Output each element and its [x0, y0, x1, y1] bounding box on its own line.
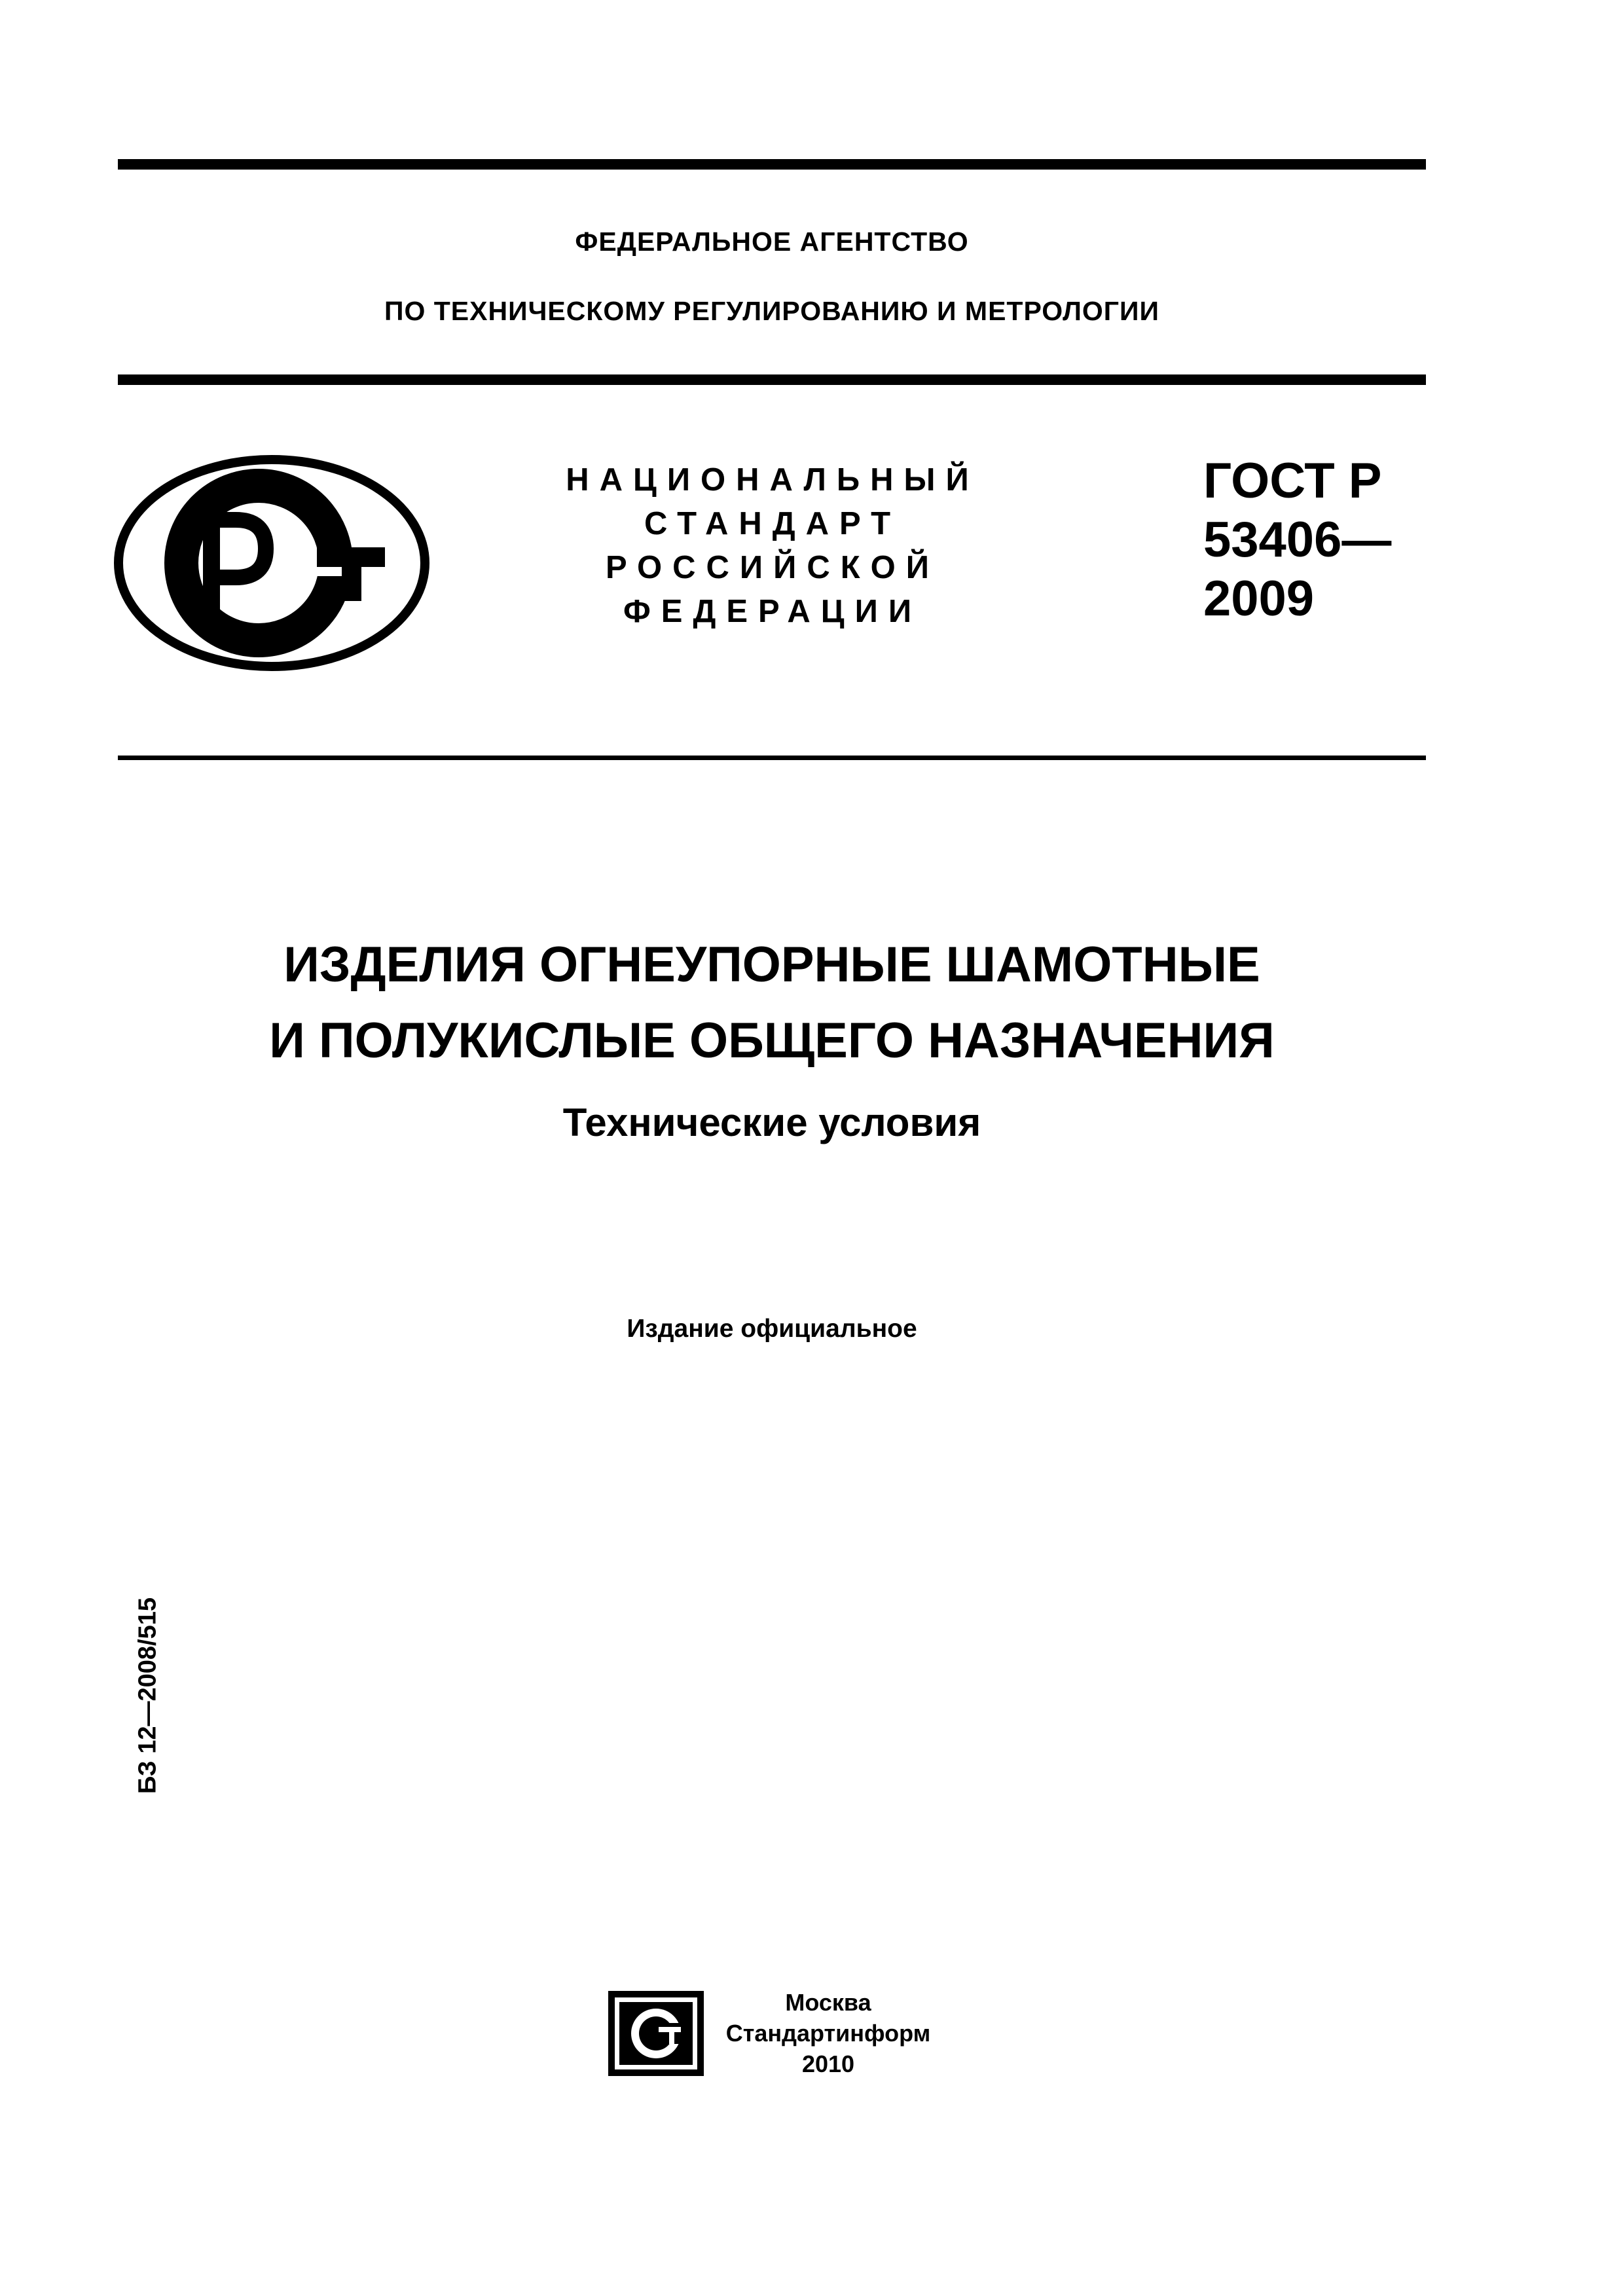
agency-name-line2: ПО ТЕХНИЧЕСКОМУ РЕГУЛИРОВАНИЮ И МЕТРОЛОГИИ [384, 296, 1159, 326]
publisher-year: 2010 [801, 2050, 855, 2077]
edition-label: Издание официальное [627, 1315, 917, 1343]
document-subtitle: Технические условия [562, 1101, 981, 1144]
national-standard-line: ФЕДЕРАЦИИ [623, 594, 922, 629]
publisher-name: Стандартинформ [725, 2020, 931, 2047]
national-standard-label [537, 458, 1008, 634]
document-title-line2: И ПОЛУКИСЛЫЕ ОБЩЕГО НАЗНАЧЕНИЯ [269, 1013, 1275, 1068]
national-standard-line: НАЦИОНАЛЬНЫЙ [566, 462, 979, 498]
document-title-line1: ИЗДЕЛИЯ ОГНЕУПОРНЫЕ ШАМОТНЫЕ [283, 937, 1260, 993]
gost-designation-line: 53406— [1203, 512, 1392, 568]
gost-designation-line: 2009 [1203, 571, 1315, 627]
publisher-city: Москва [785, 1989, 871, 2016]
national-standard-line: РОССИЙСКОЙ [606, 550, 939, 585]
gost-designation [1203, 452, 1391, 629]
agency-bottom-rule [118, 374, 1426, 385]
standard-block-bottom-rule [118, 756, 1426, 760]
publisher-logo-text: СТИ [608, 1990, 610, 1991]
agency-name-line1: ФЕДЕРАЛЬНОЕ АГЕНТСТВО [575, 227, 969, 257]
side-code: БЗ 12—2008/515 [134, 1597, 162, 1794]
publisher-info [720, 1987, 936, 2079]
top-rule [118, 159, 1426, 170]
gost-designation-line: ГОСТ Р [1203, 453, 1382, 509]
gost-r-logo-icon [111, 452, 432, 674]
standartinform-logo-icon [608, 1990, 707, 2077]
national-standard-line: СТАНДАРТ [644, 506, 902, 541]
